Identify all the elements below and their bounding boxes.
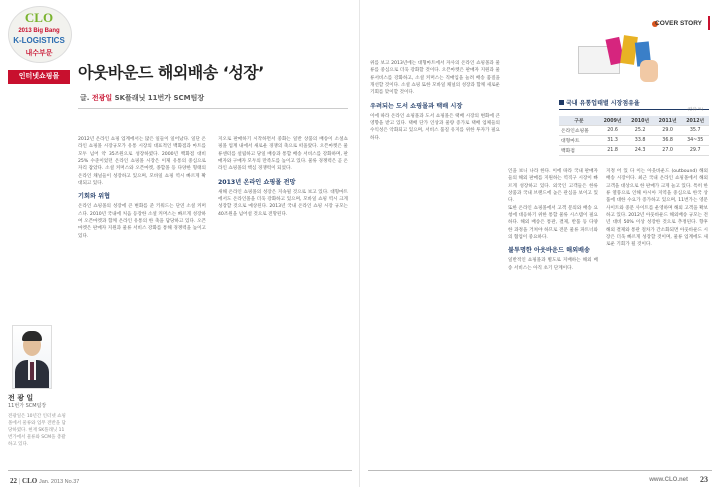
table-cell: 대형마트 [559, 136, 599, 146]
body-text: 새해 온라인 쇼핑몰의 성장은 지속될 것으로 보고 있다. 대형마트에서도 온라인몰을 더욱 강화하고 있으며, 모바일 쇼핑 역시 크게 성장할 것으로 예상된다. 2013년 국내 온라인 쇼핑 시장 규모는 40조원을 넘어설 것으로 전망된다. [218, 189, 348, 217]
author-name: 전 광 일 [8, 394, 34, 402]
table-cell: 20.6 [599, 126, 627, 136]
table-cell: 33.8 [626, 136, 654, 146]
badge-year: 2013 Big Bang [18, 28, 60, 34]
publication-name: CLO [22, 477, 38, 485]
page-number: 23 [700, 475, 708, 484]
table-cell: 31.3 [599, 136, 627, 146]
badge-program: K-LOGISTICS [13, 36, 65, 45]
award-badge [8, 6, 70, 83]
page-gutter [359, 0, 360, 487]
table-header: 2011년 [654, 116, 682, 126]
author-bio: 전광일은 10년간 인터넷 쇼핑몰에서 물류와 업무 전반을 담당하였다. 현재 SK플래닛 11번가에서 물류와 SCM을 총괄하고 있다. [8, 414, 66, 447]
page-number: 22 [10, 477, 17, 485]
badge-section-tab: 인터넷쇼핑몰 [8, 70, 70, 84]
table-unit: (단위: %) [687, 107, 703, 111]
table-cell: 25.2 [626, 126, 654, 136]
section-heading: 기회와 위협 [78, 193, 111, 201]
body-column-3 [370, 60, 500, 468]
author-photo [12, 325, 52, 389]
issue-info: Jan. 2013 No.37 [38, 479, 80, 485]
section-bar [708, 16, 710, 30]
table-cell: 35.7 [681, 126, 709, 136]
body-text: 이에 따라 온라인 쇼핑몰과 도서 쇼핑몰은 택배 시장의 변화에 큰 영향을 받고 있다. 택배 단가 인상과 물량 증가로 택배 업체들의 수익성은 악화되고 있으며, 서비스 품질 유지를 위한 투자가 필요하다. [370, 113, 500, 141]
table-header: 2009년 [599, 116, 627, 126]
body-text: 인을 보니 나라 한다. 이에 따라 국내 판매자들의 해외 판매를 지원하는 역직구 시장이 빠르게 성장하고 있다. 외국인 고객들은 한류 상품과 국내 브랜드에 높은 관심을 보이고 있다. [508, 169, 598, 204]
footer-rule [368, 470, 712, 471]
table-header: 2012년 [681, 116, 709, 126]
body-text: 지오로 판매하기 시작하면서 중화는 일반 상품의 배송이 소셜쇼핑몰 업계 내에서 새로운 경쟁의 축으로 떠올랐다. 오픈마켓은 물류센터를 설립하고 당일 배송과 통합 배송 서비스를 강화하며, 판매자와 구매자 모두의 만족도를 높이고 있다. 물류 경쟁력은 곧 온라인 쇼핑몰의 핵심 경쟁력이 되었다. [218, 137, 348, 172]
table-cell: 21.8 [599, 146, 627, 156]
author-role: 11번가 SCM팀장 [8, 403, 47, 409]
table-cell: 백화점 [559, 146, 599, 156]
table-cell: 34~35 [681, 136, 709, 146]
section-heading: 불투명한 아웃바운드 해외배송 [508, 247, 591, 255]
table-header-row [559, 116, 709, 126]
badge-category: 내수부문 [25, 50, 53, 57]
title-divider [78, 108, 348, 109]
badge-logo: CLO [24, 10, 54, 25]
body-text: 2012년 온라인 쇼핑 업계에서는 많은 일들이 일어났다. 일단 온라인 쇼핑몰 시장규모가 유통 시장의 대표적인 백화점과 마트를 모두 넘어 약 35조원으로 성장하였다. 2000년 백화점 대비 25% 수준이었던 온라인 쇼핑몰 시장은 이제 유통의 중심으로 자리 잡았다. 소셜 커머스와 오픈마켓, 종합몰 등 다양한 형태의 온라인 채널들이 성장하고 있으며, 모바일 쇼핑 역시 빠르게 확대되고 있다. [78, 137, 206, 187]
left-footer: 22 | CLO Jan. 2013 No.37 [10, 477, 80, 485]
section-heading: 2013년 온라인 쇼핑몰 전망 [218, 178, 296, 186]
table-cell: 29.0 [654, 126, 682, 136]
body-text: 지정 어 있 다 이는 아웃바운드 (outbound) 해외배송 시장이다. 최근 국내 온라인 쇼핑몰에서 해외 고객을 대상으로 한 판매가 크게 늘고 있다. 특히 한류 열풍으로 인해 아시아 지역을 중심으로 한국 상품에 대한 수요가 증가하고 있으며, 11번가는 영문 사이트와 중문 사이트를 운영하며 해외 고객을 확보하고 있다. 2012년 아웃바운드 해외배송 규모는 전년 대비 50% 이상 성장한 것으로 추정된다. 향후 해외 결제와 통관 절차가 간소화되면 아웃바운드 시장은 더욱 빠르게 성장할 것이며, 물류 업계에도 새로운 기회가 될 것이다. [606, 169, 708, 248]
article-title: 아웃바운드 해외배송 ‘성장’ [78, 63, 264, 82]
body-column-5 [606, 168, 708, 468]
body-column-4 [508, 168, 598, 468]
market-share-table [559, 98, 709, 156]
body-text: 위를 보고 2013년에는 대형마트에서 자사의 온라인 쇼핑몰과 물류를 중심으로 더욱 강화할 것이다. 오픈마켓은 판매자 지원과 물류서비스를 강화하고, 소셜 커머스는 직매입을 늘려 배송 품질을 개선할 것이다. 소셜 쇼핑 또한 모바일 채널의 성장과 함께 새로운 기회를 맞이할 것이다. [370, 61, 500, 96]
shopping-illustration [578, 34, 660, 82]
section-label: COVER STORY [655, 20, 702, 27]
table-header: 구분 [559, 116, 599, 126]
table-cell: 29.7 [681, 146, 709, 156]
body-text: 일반적인 쇼핑몰과 별도로 지배하는 해외 배송 서비스는 아직 초기 단계이다. [508, 258, 598, 271]
table-row [559, 136, 709, 146]
body-column-2 [218, 136, 348, 466]
website-url: www.CLO.net [649, 477, 688, 483]
section-heading: 우려되는 도서 쇼핑몰과 택배 시장 [370, 102, 463, 110]
table-row [559, 146, 709, 156]
footer-rule [8, 470, 352, 471]
body-text: 또한 온라인 쇼핑몰에서 고객 문의와 배송 요청에 대응하기 위한 통합 물류 시스템이 필요하다. 해외 배송은 통관, 결제, 반품 등 다양한 과정을 거쳐야 하므로 전문 물류 파트너와의 협업이 중요하다. [508, 205, 598, 241]
table-row [559, 126, 709, 136]
article-byline [80, 93, 204, 103]
table-header: 2010년 [626, 116, 654, 126]
byline-prefix: 글. [80, 94, 90, 102]
body-column-1 [78, 136, 206, 466]
byline-author: 전광일 [91, 94, 113, 102]
byline-affiliation: SK플래닛 11번가 SCM팀장 [114, 94, 205, 102]
table-cell: 27.0 [654, 146, 682, 156]
table-cell: 24.3 [626, 146, 654, 156]
table-title: 국내 유통업태별 시장점유율 [559, 98, 709, 110]
body-text: 온라인 쇼핑몰의 성장에 큰 변화를 준 키워드는 단연 소셜 커머스다. 2010년 국내에 처음 등장한 소셜 커머스는 빠르게 성장하여 오픈마켓과 함께 온라인 유통의 한 축을 담당하고 있다. 오픈마켓은 판매자 지원과 물류 서비스 강화를 통해 경쟁력을 높이고 있다. [78, 204, 206, 239]
table-cell: 36.8 [654, 136, 682, 146]
table-cell: 온라인쇼핑몰 [559, 126, 599, 136]
